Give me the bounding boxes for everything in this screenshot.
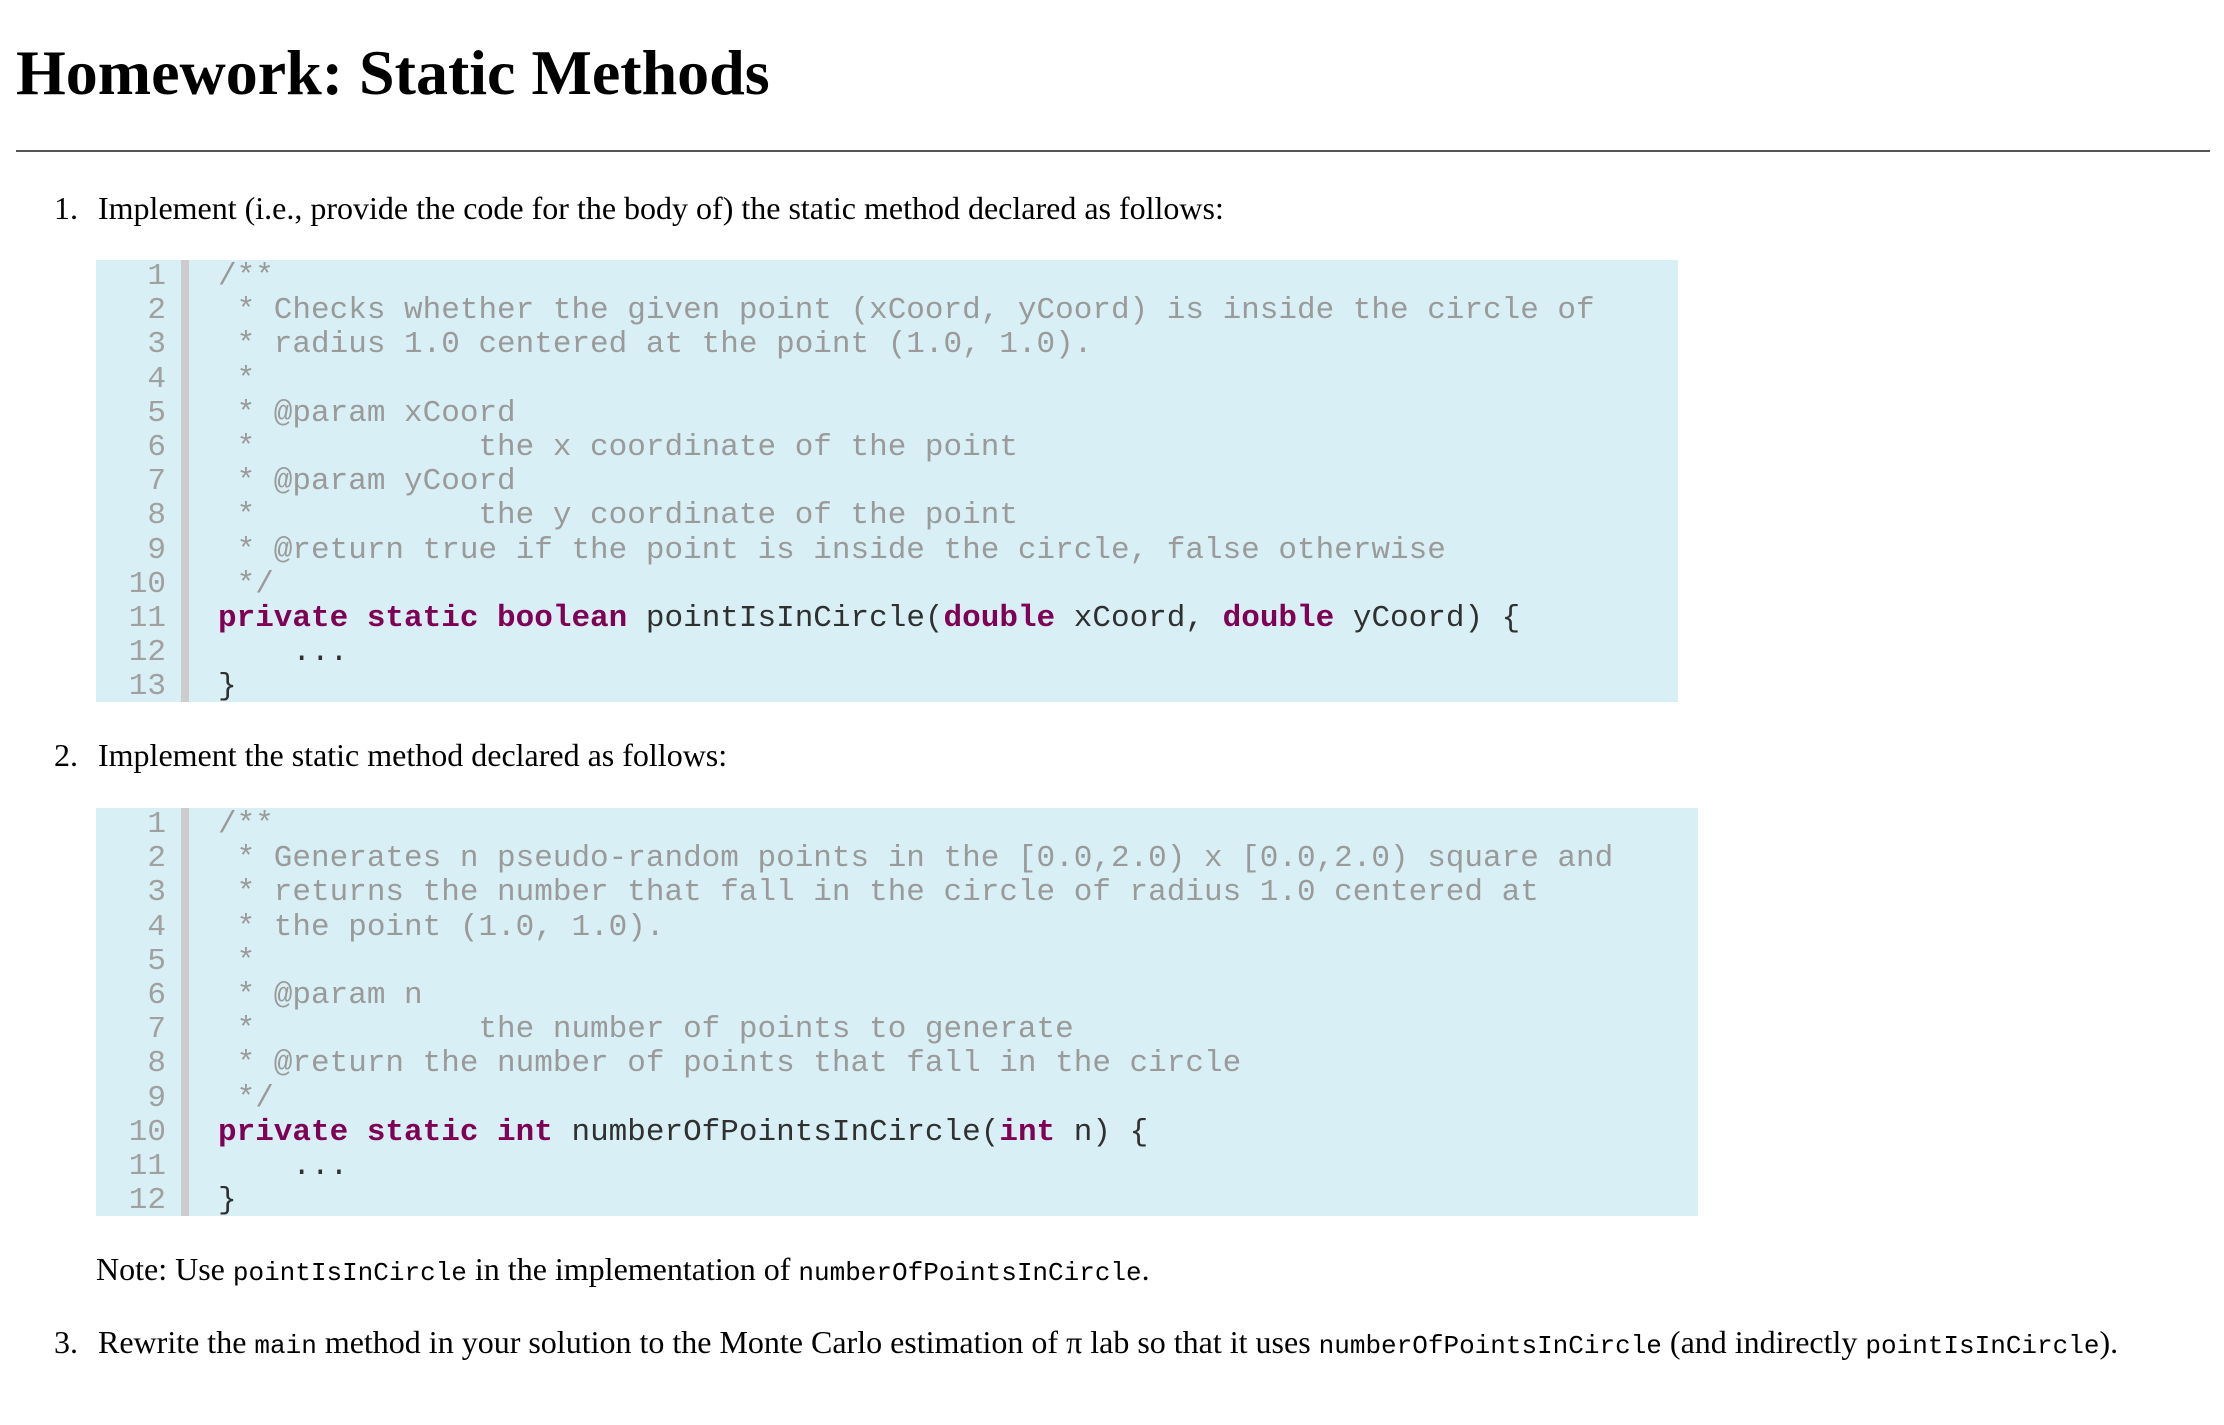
code-comment: * the number of points to generate: [218, 1012, 1074, 1048]
code-line: [96, 636, 1678, 670]
code-keyword: private static int: [218, 1114, 553, 1150]
code-line: [96, 534, 1678, 568]
code-line: [96, 568, 1678, 602]
code-comment: * @param n: [218, 977, 423, 1013]
note-code-point-is-in-circle: pointIsInCircle: [232, 1258, 467, 1288]
code-comment: * Checks whether the given point (xCoord, yCoord) is inside the circle of: [218, 293, 1595, 329]
code-text: [218, 294, 1595, 328]
code-text: [218, 979, 423, 1013]
code-text: [218, 1013, 1074, 1047]
code-comment: * @param xCoord: [218, 395, 516, 431]
implementation-note: [96, 1249, 1150, 1293]
code-text: [218, 465, 516, 499]
code-line: [96, 945, 1698, 979]
code-plain: ...: [218, 635, 349, 671]
code-plain: xCoord,: [1055, 600, 1223, 636]
code-comment: *: [218, 943, 256, 979]
code-comment: * @return the number of points that fall in the circle: [218, 1046, 1242, 1082]
code-text: [218, 397, 516, 431]
horizontal-rule: [16, 150, 2210, 152]
line-number: 3: [147, 327, 166, 363]
code-plain: numberOfPointsInCircle(: [552, 1114, 1000, 1150]
code-text: [218, 431, 1018, 465]
code-text: [218, 499, 1018, 533]
text-fragment: method in your solution to the Monte Carlo estimation of π lab so that it uses: [316, 1324, 1319, 1360]
code-text: [218, 1116, 1148, 1150]
code-comment: * returns the number that fall in the circle of radius 1.0 centered at: [218, 875, 1539, 911]
code-text: [218, 534, 1446, 568]
note-suffix: .: [1141, 1251, 1150, 1287]
code-plain: yCoord) {: [1334, 600, 1521, 636]
code-text: [218, 602, 1520, 636]
code-comment: * Generates n pseudo-random points in the [0.0,2.0) x [0.0,2.0) square and: [218, 841, 1614, 877]
code-line: [96, 1047, 1698, 1081]
line-number: 10: [128, 566, 166, 602]
line-number: 6: [147, 977, 166, 1013]
line-number: 12: [128, 635, 166, 671]
list-item-text: Implement (i.e., provide the code for the body of) the static method declared as follows:: [98, 190, 1224, 226]
page-title: Homework: Static Methods: [16, 37, 770, 108]
code-plain: }: [218, 669, 237, 705]
line-number: 6: [147, 429, 166, 465]
code-comment: /**: [218, 807, 274, 842]
line-number: 9: [147, 532, 166, 568]
line-number: 3: [147, 875, 166, 911]
code-line: [96, 670, 1678, 704]
code-comment: * the point (1.0, 1.0).: [218, 909, 665, 945]
list-item-3: [54, 1322, 2204, 1366]
code-point-is-in-circle: pointIsInCircle: [1865, 1331, 2100, 1361]
code-line: [96, 602, 1678, 636]
line-number: 1: [147, 807, 166, 842]
code-comment: * @param yCoord: [218, 464, 516, 500]
code-text: [218, 363, 255, 397]
code-line: [96, 499, 1678, 533]
note-code-number-of-points-in-circle: numberOfPointsInCircle: [798, 1258, 1142, 1288]
code-line: [96, 911, 1698, 945]
line-number: 9: [147, 1080, 166, 1116]
code-keyword: double: [1222, 600, 1335, 636]
list-item-number: 3.: [54, 1324, 78, 1360]
note-middle: in the implementation of: [466, 1251, 799, 1287]
code-line: [96, 1150, 1698, 1184]
code-keyword: double: [943, 600, 1056, 636]
code-line: [96, 294, 1678, 328]
code-line: [96, 876, 1698, 910]
line-number: 7: [147, 1012, 166, 1048]
code-number-of-points-in-circle: numberOfPointsInCircle: [1318, 1331, 1662, 1361]
code-comment: /**: [218, 259, 274, 294]
line-number: 5: [147, 943, 166, 979]
code-line: [96, 397, 1678, 431]
code-block-number-of-points-in-circle: [96, 807, 1698, 1219]
text-fragment: (and indirectly: [1661, 1324, 1866, 1360]
line-number: 11: [128, 1148, 166, 1184]
code-text: [218, 568, 274, 602]
code-plain: n) {: [1055, 1114, 1149, 1150]
list-item-text: Implement the static method declared as follows:: [98, 737, 728, 773]
code-text: [218, 808, 274, 842]
code-line: [96, 842, 1698, 876]
code-text: [218, 876, 1539, 910]
code-comment: * @return true if the point is inside the circle, false otherwise: [218, 532, 1446, 568]
list-item-text: [98, 1324, 2118, 1360]
line-number: 5: [147, 395, 166, 431]
list-item-2: [54, 735, 2204, 775]
line-number: 7: [147, 464, 166, 500]
code-text: [218, 636, 348, 670]
line-number: 12: [128, 1183, 166, 1219]
code-comment: */: [218, 566, 274, 602]
code-comment: */: [218, 1080, 274, 1116]
code-comment: *: [218, 361, 256, 397]
line-number: 10: [128, 1114, 166, 1150]
line-number: 1: [147, 259, 166, 294]
code-main: main: [254, 1331, 317, 1361]
code-text: [218, 328, 1092, 362]
note-prefix: Note: Use: [96, 1251, 233, 1287]
code-keyword: private static boolean: [218, 600, 628, 636]
code-text: [218, 1047, 1241, 1081]
code-line: [96, 431, 1678, 465]
line-number: 2: [147, 841, 166, 877]
code-line: [96, 260, 1678, 294]
line-number: 11: [128, 600, 166, 636]
code-keyword: int: [999, 1114, 1056, 1150]
code-comment: * the x coordinate of the point: [218, 429, 1018, 465]
code-text: [218, 842, 1613, 876]
code-line: [96, 363, 1678, 397]
code-line: [96, 465, 1678, 499]
code-line: [96, 1013, 1698, 1047]
code-text: [218, 670, 237, 704]
code-text: [218, 1184, 237, 1218]
line-number: 8: [147, 1046, 166, 1082]
code-line: [96, 328, 1678, 362]
line-number: 8: [147, 498, 166, 534]
code-comment: * radius 1.0 centered at the point (1.0, 1.0).: [218, 327, 1093, 363]
list-item-number: 2.: [54, 737, 78, 773]
code-line: [96, 979, 1698, 1013]
code-line: [96, 1116, 1698, 1150]
code-plain: pointIsInCircle(: [627, 600, 944, 636]
code-text: [218, 911, 664, 945]
code-plain: }: [218, 1183, 237, 1219]
code-line: [96, 1184, 1698, 1218]
code-text: [218, 1082, 274, 1116]
line-number: 4: [147, 361, 166, 397]
text-fragment: ).: [2099, 1324, 2119, 1360]
list-item-1: [54, 188, 2204, 228]
code-comment: * the y coordinate of the point: [218, 498, 1018, 534]
code-text: [218, 945, 255, 979]
line-number: 2: [147, 293, 166, 329]
line-number: 4: [147, 909, 166, 945]
code-text: [218, 260, 274, 294]
code-text: [218, 1150, 348, 1184]
line-number: 13: [128, 669, 166, 705]
code-line: [96, 1082, 1698, 1116]
code-block-point-is-in-circle: [96, 259, 1678, 705]
text-fragment: Rewrite the: [98, 1324, 255, 1360]
list-item-number: 1.: [54, 190, 78, 226]
code-line: [96, 808, 1698, 842]
code-plain: ...: [218, 1148, 349, 1184]
